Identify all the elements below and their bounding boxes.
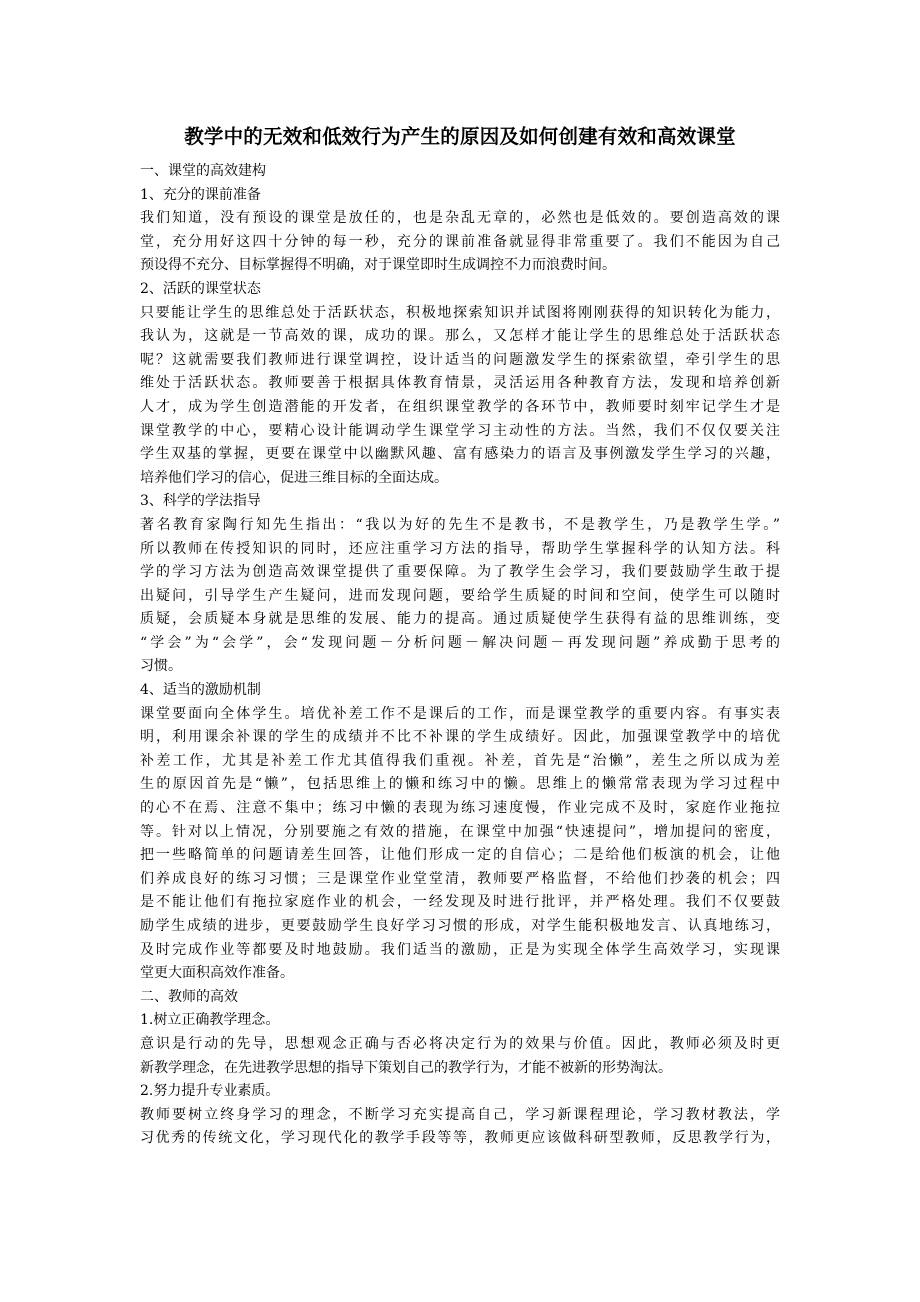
document-body (140, 160, 780, 1151)
text-line: 培养他们学习的信心，促进三维目标的全面达成。 (140, 469, 448, 486)
text-line: 习惯。 (140, 658, 182, 675)
text-line: 学生双基的掌握，更要在课堂中以幽默风趣、富有感染力的语言及事例激发学生学习的兴趣， (140, 446, 780, 463)
text-line: 习优秀的传统文化，学习现代化的教学手段等等，教师更应该做科研型教师，反思教学行为， (140, 1130, 780, 1147)
text-line: 补差工作，尤其是补差工作尤其值得我们重视。补差，首先是“治懒”，差生之所以成为差 (140, 752, 780, 769)
text-line: 1、充分的课前准备 (140, 186, 261, 203)
text-line: 出疑问，引导学生产生疑问，进而发现问题，要给学生质疑的时间和空间，使学生可以随时 (140, 587, 780, 604)
text-line: 我们知道，没有预设的课堂是放任的，也是杂乱无章的，必然也是低效的。要创造高效的课 (140, 210, 780, 227)
text-line: 2、活跃的课堂状态 (140, 280, 261, 297)
text-line: 二、教师的高效 (140, 988, 238, 1005)
text-line: 教师要树立终身学习的理念，不断学习充实提高自己，学习新课程理论，学习教材教法，学 (140, 1106, 780, 1123)
text-line: 所以教师在传授知识的同时，还应注重学习方法的指导，帮助学生掌握科学的认知方法。科 (140, 540, 780, 557)
text-line: 的心不在焉、注意不集中；练习中懒的表现为练习速度慢，作业完成不及时，家庭作业拖拉 (140, 800, 780, 817)
text-line: 学的学习方法为创造高效课堂提供了重要保障。为了教学生会学习，我们要鼓励学生敢于提 (140, 564, 780, 581)
text-line: 4、适当的激励机制 (140, 682, 261, 699)
text-line: 预设得不充分、目标掌握得不明确，对于课堂即时生成调控不力而浪费时间。 (140, 257, 616, 274)
text-line: 质疑，会质疑本身就是思维的发展、能力的提高。通过质疑使学生获得有益的思维训练，变 (140, 611, 780, 628)
text-line: 我认为，这就是一节高效的课，成功的课。那么，又怎样才能让学生的思维总处于活跃状态 (140, 328, 780, 345)
text-line: 人才，成为学生创造潜能的开发者，在组织课堂教学的各环节中，教师要时刻牢记学生才是 (140, 398, 780, 415)
text-line: 2.努力提升专业素质。 (140, 1083, 280, 1100)
text-line: 新教学理念，在先进教学思想的指导下策划自己的教学行为，才能不被新的形势淘汰。 (140, 1059, 672, 1076)
document-page (140, 118, 780, 1151)
text-line: 励学生成绩的进步，更要鼓励学生良好学习习惯的形成，对学生能积极地发言、认真地练习， (140, 918, 780, 934)
document-title: 教学中的无效和低效行为产生的原因及如何创建有效和高效课堂 (184, 125, 736, 148)
text-line: 堂，充分用好这四十分钟的每一秒，充分的课前准备就显得非常重要了。我们不能因为自己 (140, 233, 780, 250)
text-line: “学会”为“会学”，会“发现问题－分析问题－解决问题－再发现问题”养成勤于思考的 (140, 634, 780, 651)
text-line: 课堂要面向全体学生。培优补差工作不是课后的工作，而是课堂教学的重要内容。有事实表 (140, 705, 780, 722)
text-line: 生的原因首先是“懒”，包括思维上的懒和练习中的懒。思维上的懒常常表现为学习过程中 (140, 776, 780, 793)
text-line: 只要能让学生的思维总处于活跃状态，积极地探索知识并试图将刚刚获得的知识转化为能力， (140, 304, 780, 321)
text-line: 维处于活跃状态。教师要善于根据具体教育情景，灵活运用各种教育方法，发现和培养创新 (140, 375, 780, 392)
text-line: 及时完成作业等都要及时地鼓励。我们适当的激励，正是为实现全体学生高效学习，实现课 (140, 941, 780, 958)
text-line: 课堂教学的中心，要精心设计能调动学生课堂学习主动性的方法。当然，我们不仅仅要关注 (140, 422, 780, 439)
text-line: 一、课堂的高效建构 (140, 163, 266, 179)
text-line: 把一些略简单的问题请差生回答，让他们形成一定的自信心；二是给他们板演的机会，让他 (140, 847, 780, 864)
text-line: 们养成良好的练习习惯；三是课堂作业堂堂清，教师要严格监督，不给他们抄袭的机会；四 (140, 870, 780, 887)
text-line: 是不能让他们有拖拉家庭作业的机会，一经发现及时进行批评，并严格处理。我们不仅要鼓 (140, 894, 780, 911)
text-line: 呢？这就需要我们教师进行课堂调控，设计适当的问题激发学生的探索欲望，牵引学生的思 (140, 351, 780, 368)
text-line: 1.树立正确教学理念。 (140, 1012, 280, 1029)
text-line: 等。针对以上情况，分别要施之有效的措施，在课堂中加强“快速提问”，增加提问的密度， (140, 823, 780, 840)
text-line: 明，利用课余补课的学生的成绩并不比不补课的学生成绩好。因此，加强课堂教学中的培优 (140, 729, 780, 746)
text-line: 3、科学的学法指导 (140, 493, 261, 510)
text-line: 堂更大面积高效作准备。 (140, 965, 294, 982)
text-line: 著名教育家陶行知先生指出：“我以为好的先生不是教书，不是教学生，乃是教学生学。” (140, 516, 780, 533)
text-line: 意识是行动的先导，思想观念正确与否必将决定行为的效果与价值。因此，教师必须及时更 (140, 1035, 780, 1052)
